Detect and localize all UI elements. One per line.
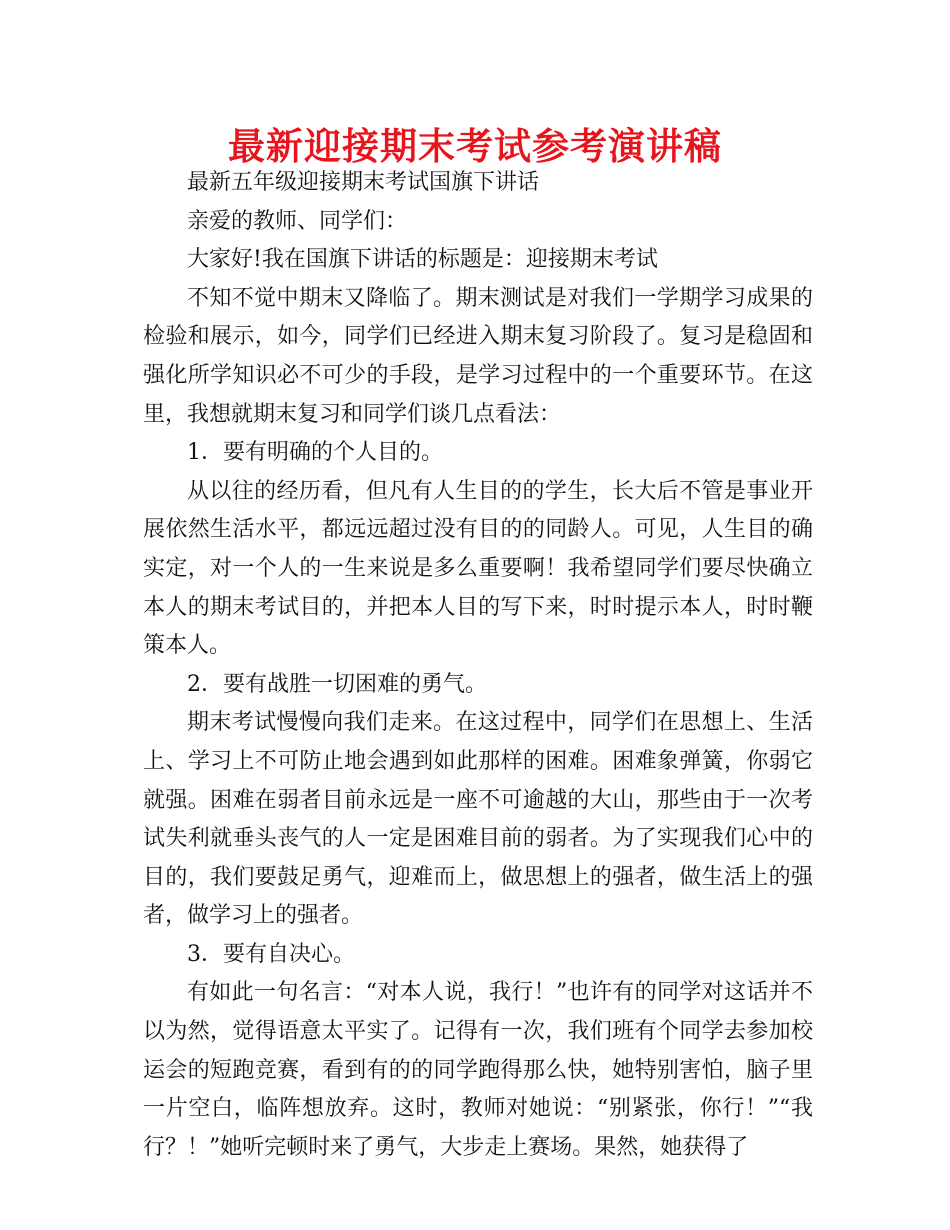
paragraph: 2．要有战胜一切困难的勇气。 [187,671,487,697]
paragraph: 1．要有明确的个人目的。 [187,440,443,466]
paragraph: 不知不觉中期末又降临了。期末测试是对我们一学期学习成果的检验和展示，如今，同学们已经进入期末复习阶段了。复习是稳固和强化所学知识必不可少的手段，是学习过程中的一个重要环节。在这里，我想就期末复习和同学们谈几点看法： [143,285,813,427]
paragraph: 3．要有自决心。 [187,941,355,967]
paragraph: 亲爱的教师、同学们： [187,208,408,234]
paragraph: 从以往的经历看，但凡有人生目的的学生，长大后不管是事业开展依然生活水平，都远远超过没有目的的同龄人。可见，人生目的确实定，对一个人的一生来说是多么重要啊！我希望同学们要尽快确立本人的期末考试目的，并把本人目的写下来，时时提示本人，时时鞭策本人。 [143,478,813,659]
document-title: 最新迎接期末考试参考演讲稿 [228,125,722,168]
paragraph: 期末考试慢慢向我们走来。在这过程中，同学们在思想上、生活上、学习上不可防止地会遇到如此那样的困难。困难象弹簧，你弱它就强。困难在弱者目前永远是一座不可逾越的大山，那些由于一次考试失利就垂头丧气的人一定是困难目前的弱者。为了实现我们心中的目的，我们要鼓足勇气，迎难而上，做思想上的强者，做生活上的强者，做学习上的强者。 [143,710,813,929]
paragraph: 有如此一句名言：“对本人说，我行！”也许有的同学对这话并不以为然，觉得语意太平实了。记得有一次，我们班有个同学去参加校运会的短跑竞赛，看到有的的同学跑得那么快，她特别害怕，脑子里一片空白，临阵想放弃。这时，教师对她说：“别紧张，你行！”“我行？！”她听完顿时来了勇气，大步走上赛场。果然，她获得了 [143,980,813,1160]
document-body [143,164,813,1167]
paragraph: 最新五年级迎接期末考试国旗下讲话 [187,170,540,195]
paragraph: 大家好!我在国旗下讲话的标题是：迎接期末考试 [187,247,658,273]
